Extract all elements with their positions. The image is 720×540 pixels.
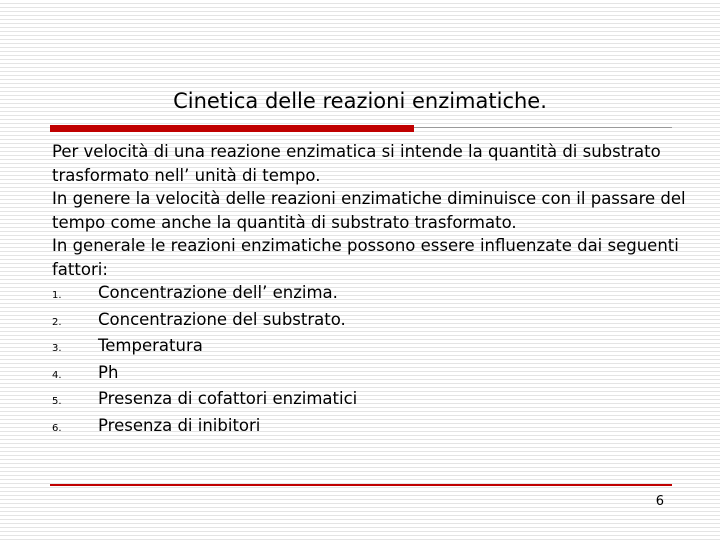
list-item-text: Presenza di inibitori — [98, 415, 261, 435]
body-paragraph: Per velocità di una reazione enzimatica si intende la quantità di substrato trasformato nell’ unità di tempo. — [52, 142, 661, 185]
list-item — [52, 361, 692, 388]
factor-list — [52, 281, 692, 440]
slide-body — [52, 140, 692, 440]
list-number: 3. — [52, 343, 62, 354]
body-paragraph: In generale le reazioni enzimatiche possono essere influenzate dai seguenti fattori: — [52, 236, 679, 279]
list-item-text: Concentrazione dell’ enzima. — [98, 283, 338, 302]
title-underline-accent — [50, 125, 414, 132]
list-item — [52, 334, 692, 361]
body-paragraph: In genere la velocità delle reazioni enzimatiche diminuisce con il passare del tempo come anche la quantità di substrato trasformato. — [52, 189, 686, 232]
list-item-text: Presenza di cofattori enzimatici — [98, 389, 358, 408]
list-item-text: Temperatura — [98, 336, 203, 355]
list-number: 2. — [52, 316, 62, 328]
list-item — [52, 414, 692, 441]
list-item — [52, 308, 692, 335]
list-number: 6. — [52, 422, 62, 434]
footer-divider — [50, 484, 672, 486]
list-number: 4. — [52, 369, 62, 381]
page-number: 6 — [655, 494, 664, 509]
list-item-text: Ph — [98, 362, 119, 382]
list-item — [52, 387, 692, 414]
list-number: 1. — [52, 290, 62, 301]
slide-title: Cinetica delle reazioni enzimatiche. — [173, 89, 547, 113]
list-number: 5. — [52, 396, 62, 407]
list-item-text: Concentrazione del substrato. — [98, 309, 346, 329]
list-item — [52, 281, 692, 308]
title-underline-line — [414, 127, 672, 128]
